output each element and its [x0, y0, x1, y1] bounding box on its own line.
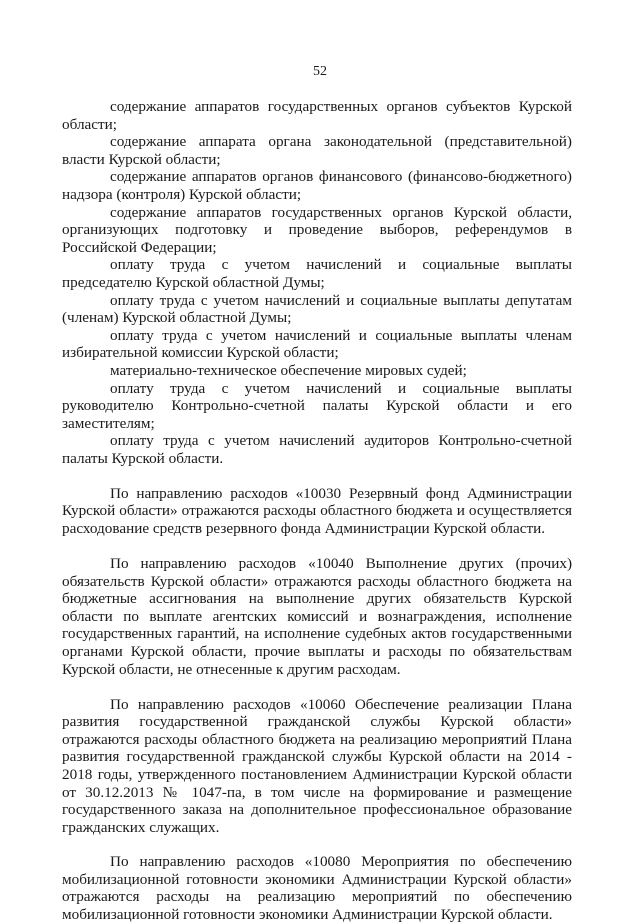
document-body [62, 98, 572, 923]
paragraph-mobilization-readiness: По направлению расходов «10080 Мероприятия по обеспечению мобилизационной готовности экономики Администрации Курской области» отражаются расходы на реализацию мероприятий по обеспечению мобилизационной готовности экономики Администрации Курской области. [62, 852, 572, 923]
paragraph-other-obligations: По направлению расходов «10040 Выполнение других (прочих) обязательств Курской области» отражаются расходы областного бюджета на бюджетные ассигнования на выполнение других обязательств Курской области по выплате агентских комиссий и вознаграждения, исполнение государственных гарантий, на исполнение судебных актов государственными органами Курской области, прочие выплаты и расходы по обязательствам Курской области, не отнесенные к другим расходам. [62, 555, 572, 678]
list-item: содержание аппарата органа законодательной (представительной) власти Курской области; [62, 133, 572, 168]
list-item: материально-техническое обеспечение мировых судей; [110, 361, 467, 379]
list-item: оплату труда с учетом начислений и социальные выплаты председателю Курской областной Думы; [62, 256, 572, 291]
paragraph-civil-service-plan: По направлению расходов «10060 Обеспечение реализации Плана развития государственной гражданской службы Курской области» отражаются расходы областного бюджета на реализацию мероприятий Плана развития государственной гражданской службы Курской области на 2014 - 2018 годы, утвержденного постановлением Администрации Курской области от 30.12.2013 № 1047-па, в том числе на формирование и размещение государственного заказа на дополнительное профессиональное образование гражданских служащих. [62, 695, 572, 836]
list-item: оплату труда с учетом начислений и социальные выплаты членам избирательной комиссии Курской области; [62, 326, 572, 362]
list-item: содержание аппаратов государственных органов Курской области, организующих подготовку и проведение выборов, референдумов в Российской Федерации; [62, 203, 572, 256]
list-item: оплату труда с учетом начислений и социальные выплаты руководителю Контрольно-счетной палаты Курской области и его заместителям; [62, 379, 572, 432]
list-item: оплату труда с учетом начислений и социальные выплаты депутатам (членам) Курской областной Думы; [62, 291, 572, 327]
list-item: содержание аппаратов государственных органов субъектов Курской области; [62, 98, 572, 133]
paragraph-reserve-fund: По направлению расходов «10030 Резервный фонд Администрации Курской области» отражаются расходы областного бюджета и осуществляется расходование средств резервного фонда Администрации Курской области. [62, 484, 572, 538]
page-number: 52 [313, 64, 327, 79]
list-item: оплату труда с учетом начислений аудиторов Контрольно-счетной палаты Курской области. [62, 432, 572, 467]
list-item: содержание аппаратов органов финансового (финансово-бюджетного) надзора (контроля) Курской области; [62, 168, 572, 203]
